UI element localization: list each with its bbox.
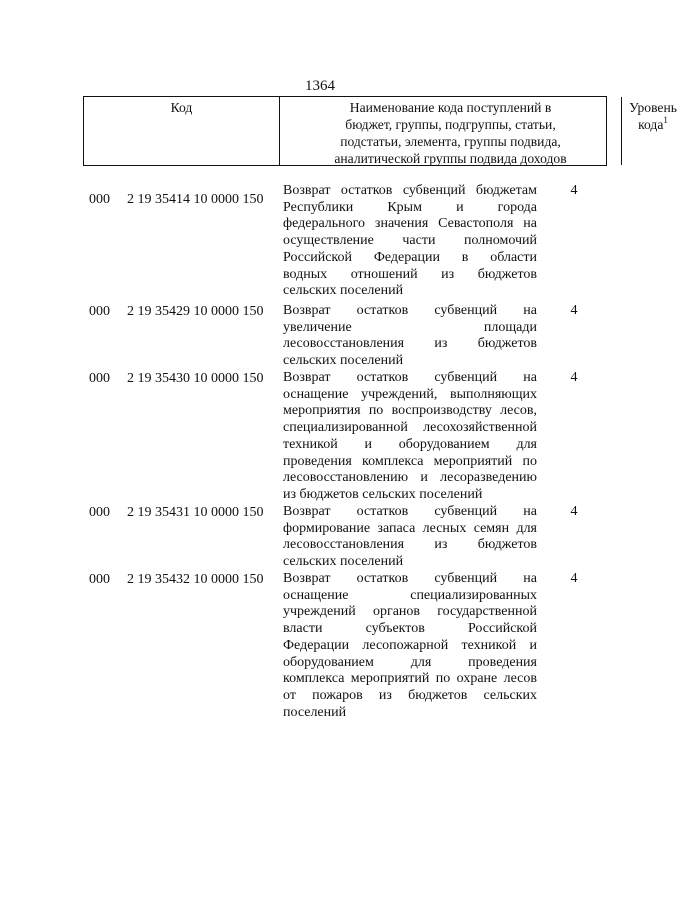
code-level: 4 — [570, 571, 578, 586]
header-name-line: Наименование кода поступлений в — [349, 100, 552, 115]
code-description — [283, 183, 537, 300]
description-line: лесовосстановлению и лесоразведению — [283, 470, 537, 486]
code-description — [283, 504, 537, 571]
admin-code: 000 — [89, 304, 110, 319]
header-name-line: подстатьи, элемента, группы подвида, — [340, 134, 561, 149]
description-line: оснащение специализированных — [283, 587, 537, 603]
description-line: федерального значения Севастополя на — [283, 216, 537, 232]
header-name-line: аналитической группы подвида доходов — [334, 151, 567, 166]
description-line: поселений — [283, 704, 347, 720]
header-level-line — [622, 116, 684, 133]
budget-code: 2 19 35430 10 0000 150 — [127, 371, 264, 386]
description-line: сельских поселений — [283, 554, 404, 570]
header-code-label: Код — [170, 100, 193, 115]
code-description — [283, 370, 537, 504]
admin-code: 000 — [89, 371, 110, 386]
budget-code: 2 19 35414 10 0000 150 — [127, 192, 264, 207]
description-line: Возврат остатков субвенций бюджетам — [283, 183, 537, 198]
description-line: Возврат остатков субвенций на — [283, 370, 537, 385]
page-number: 1364 — [305, 78, 335, 94]
code-description — [283, 571, 537, 721]
admin-code: 000 — [89, 192, 110, 207]
description-line: лесовосстановления из бюджетов — [283, 336, 537, 352]
code-description — [283, 303, 537, 370]
footnote-marker: 1 — [663, 115, 668, 125]
budget-code: 2 19 35432 10 0000 150 — [127, 572, 264, 587]
code-level: 4 — [570, 183, 578, 198]
code-level: 4 — [570, 370, 578, 385]
description-line: Федерации лесопожарной техникой и — [283, 637, 537, 653]
code-level: 4 — [570, 303, 578, 318]
description-line: лесовосстановления из бюджетов — [283, 537, 537, 553]
description-line: комплекса мероприятий по охране лесов — [283, 671, 537, 687]
header-name-cell — [280, 97, 622, 165]
description-line: Возврат остатков субвенций на — [283, 504, 537, 519]
description-line: оснащение учреждений, выполняющих — [283, 386, 537, 402]
description-line: осуществление части полномочий — [283, 233, 537, 249]
description-line: мероприятия по воспроизводству лесов, — [283, 403, 537, 419]
description-line: Возврат остатков субвенций на — [283, 571, 537, 586]
header-name-line: бюджет, группы, подгруппы, статьи, — [345, 117, 556, 132]
description-line: учреждений органов государственной — [283, 604, 537, 620]
description-line: водных отношений из бюджетов — [283, 266, 537, 282]
description-line: оборудованием для проведения — [283, 654, 537, 670]
description-line: сельских поселений — [283, 283, 404, 299]
budget-code: 2 19 35431 10 0000 150 — [127, 505, 264, 520]
description-line: Республики Крым и города — [283, 199, 537, 215]
description-line: власти субъектов Российской — [283, 621, 537, 637]
code-level: 4 — [570, 504, 578, 519]
description-line: специализированной лесохозяйственной — [283, 420, 537, 436]
header-level-word: кода — [638, 117, 664, 132]
admin-code: 000 — [89, 572, 110, 587]
description-line: из бюджетов сельских поселений — [283, 486, 483, 502]
header-level-line: Уровень — [629, 100, 677, 115]
admin-code: 000 — [89, 505, 110, 520]
budget-code: 2 19 35429 10 0000 150 — [127, 304, 264, 319]
description-line: Возврат остатков субвенций на — [283, 303, 537, 318]
header-level-cell — [622, 97, 684, 165]
description-line: увеличение площади — [283, 319, 537, 335]
description-line: сельских поселений — [283, 353, 404, 369]
header-code-cell — [84, 97, 280, 165]
description-line: проведения комплекса мероприятий по — [283, 453, 537, 469]
description-line: техникой и оборудованием для — [283, 436, 537, 452]
description-line: от пожаров из бюджетов сельских — [283, 687, 537, 703]
description-line: Российской Федерации в области — [283, 249, 537, 265]
description-line: формирование запаса лесных семян для — [283, 520, 537, 536]
table-header — [83, 96, 677, 166]
